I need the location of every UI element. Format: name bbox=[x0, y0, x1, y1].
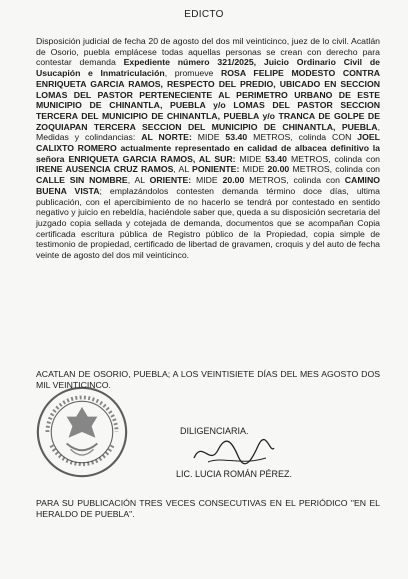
south-neighbor: IRENE AUSENCIA CRUZ RAMOS bbox=[36, 164, 174, 175]
signer-name: LIC. LUCIA ROMÁN PÉREZ. bbox=[176, 469, 293, 479]
case-number: Expediente número 321/2025, Juicio Ordinario Civil de Usucapión e Inmatriculación bbox=[36, 57, 380, 79]
body-text-segment: MIDE bbox=[191, 175, 223, 186]
west-measure: 20.00 bbox=[267, 164, 290, 175]
body-text-segment: Disposición judicial de fecha 20 de agosto del dos mil veinticinco, juez de lo civil. Acatlán de Osorio, puebla emplácese todas aquellas personas se crean con derecho para contestar demanda bbox=[36, 36, 380, 68]
closing-line: ACATLAN DE OSORIO, PUEBLA; A LOS VEINTISIETE DÍAS DEL MES AGOSTO DOS MIL VEINTICINCO. bbox=[36, 369, 380, 390]
east-neighbor: CAMINO BUENA VISTA bbox=[36, 175, 380, 196]
document-title: EDICTO bbox=[184, 9, 224, 20]
east-measure: 20.00 bbox=[222, 175, 245, 186]
body-text-segment: METROS, colinda con bbox=[286, 153, 381, 164]
body-text-segment: , AL bbox=[127, 175, 150, 186]
parties-and-property: ROSA FELIPE MODESTO CONTRA ENRIQUETA GARCIA RAMOS, RESPECTO DEL PREDIO, UBICADO EN SECCION LOMAS DEL PASTOR PERTENECIENTE AL PERIMETRO URBANO DE ESTE MUNICIPIO DE CHINANTLA, PUEBLA y/o LOMAS DEL PASTOR SECCION TERCERA DEL MUNICIPIO DE CHINANTLA, PUEBLA y/o TRANCA DE GOLPE DE ZOQUIAPAN TERCERA SECCION DEL MUNICIPIO DE CHINANTLA, PUEBLA bbox=[36, 68, 380, 132]
west-neighbor: CALLE SIN NOMBRE bbox=[36, 175, 128, 186]
body-text-segment: METROS, colinda CON bbox=[247, 132, 358, 143]
body-text-segment: , AL bbox=[173, 164, 193, 175]
body-text-segment: MIDE bbox=[235, 153, 266, 164]
publication-note: PARA SU PUBLICACIÓN TRES VECES CONSECUTIVAS EN EL PERIÓDICO "EN EL HERALDO DE PUEBLA". bbox=[36, 498, 380, 519]
body-text-segment: ; emplazándolos contesten demanda término doce días, ultima publicación, con el apercibimiento de no hacerlo se tendrá por contestado en sentido negativo y juicio en rebeldía, haciéndole saber que, queda a su disposición secretaria del juzgado copia sellada y cotejada de demanda, documentos que se acompañan Copia certificada escritura pública de Registro público de la Propiedad, copia simple de testimonio de propiedad, certificado de libertad de gravamen, croquis y del auto de fecha veinte de agosto del dos mil veinticinco. bbox=[36, 185, 380, 261]
court-seal bbox=[34, 384, 130, 480]
body-text-segment: METROS, colinda con bbox=[244, 175, 345, 186]
office-label: DILIGENCIARIA. bbox=[180, 426, 249, 436]
north-neighbor: JOEL CALIXTO ROMERO actualmente representado en calidad de albacea definitivo la señora ENRIQUETA GARCIA RAMOS, AL SUR: bbox=[36, 132, 380, 164]
body-text-segment: METROS, colinda con bbox=[289, 164, 380, 175]
handwritten-signature bbox=[188, 436, 278, 470]
body-text-segment: , promueve bbox=[164, 68, 221, 79]
boundary-west-label: PONIENTE: bbox=[192, 164, 240, 175]
boundary-north-label: AL NORTE: bbox=[141, 132, 192, 143]
body-text-segment: MIDE bbox=[191, 132, 226, 143]
north-measure: 53.40 bbox=[225, 132, 248, 143]
edict-body bbox=[36, 36, 380, 261]
body-text-segment: , Medidas y colindancias: bbox=[36, 121, 380, 143]
south-measure: 53.40 bbox=[265, 153, 287, 164]
body-text-segment: MIDE bbox=[239, 164, 268, 175]
boundary-east-label: ORIENTE: bbox=[149, 175, 192, 186]
